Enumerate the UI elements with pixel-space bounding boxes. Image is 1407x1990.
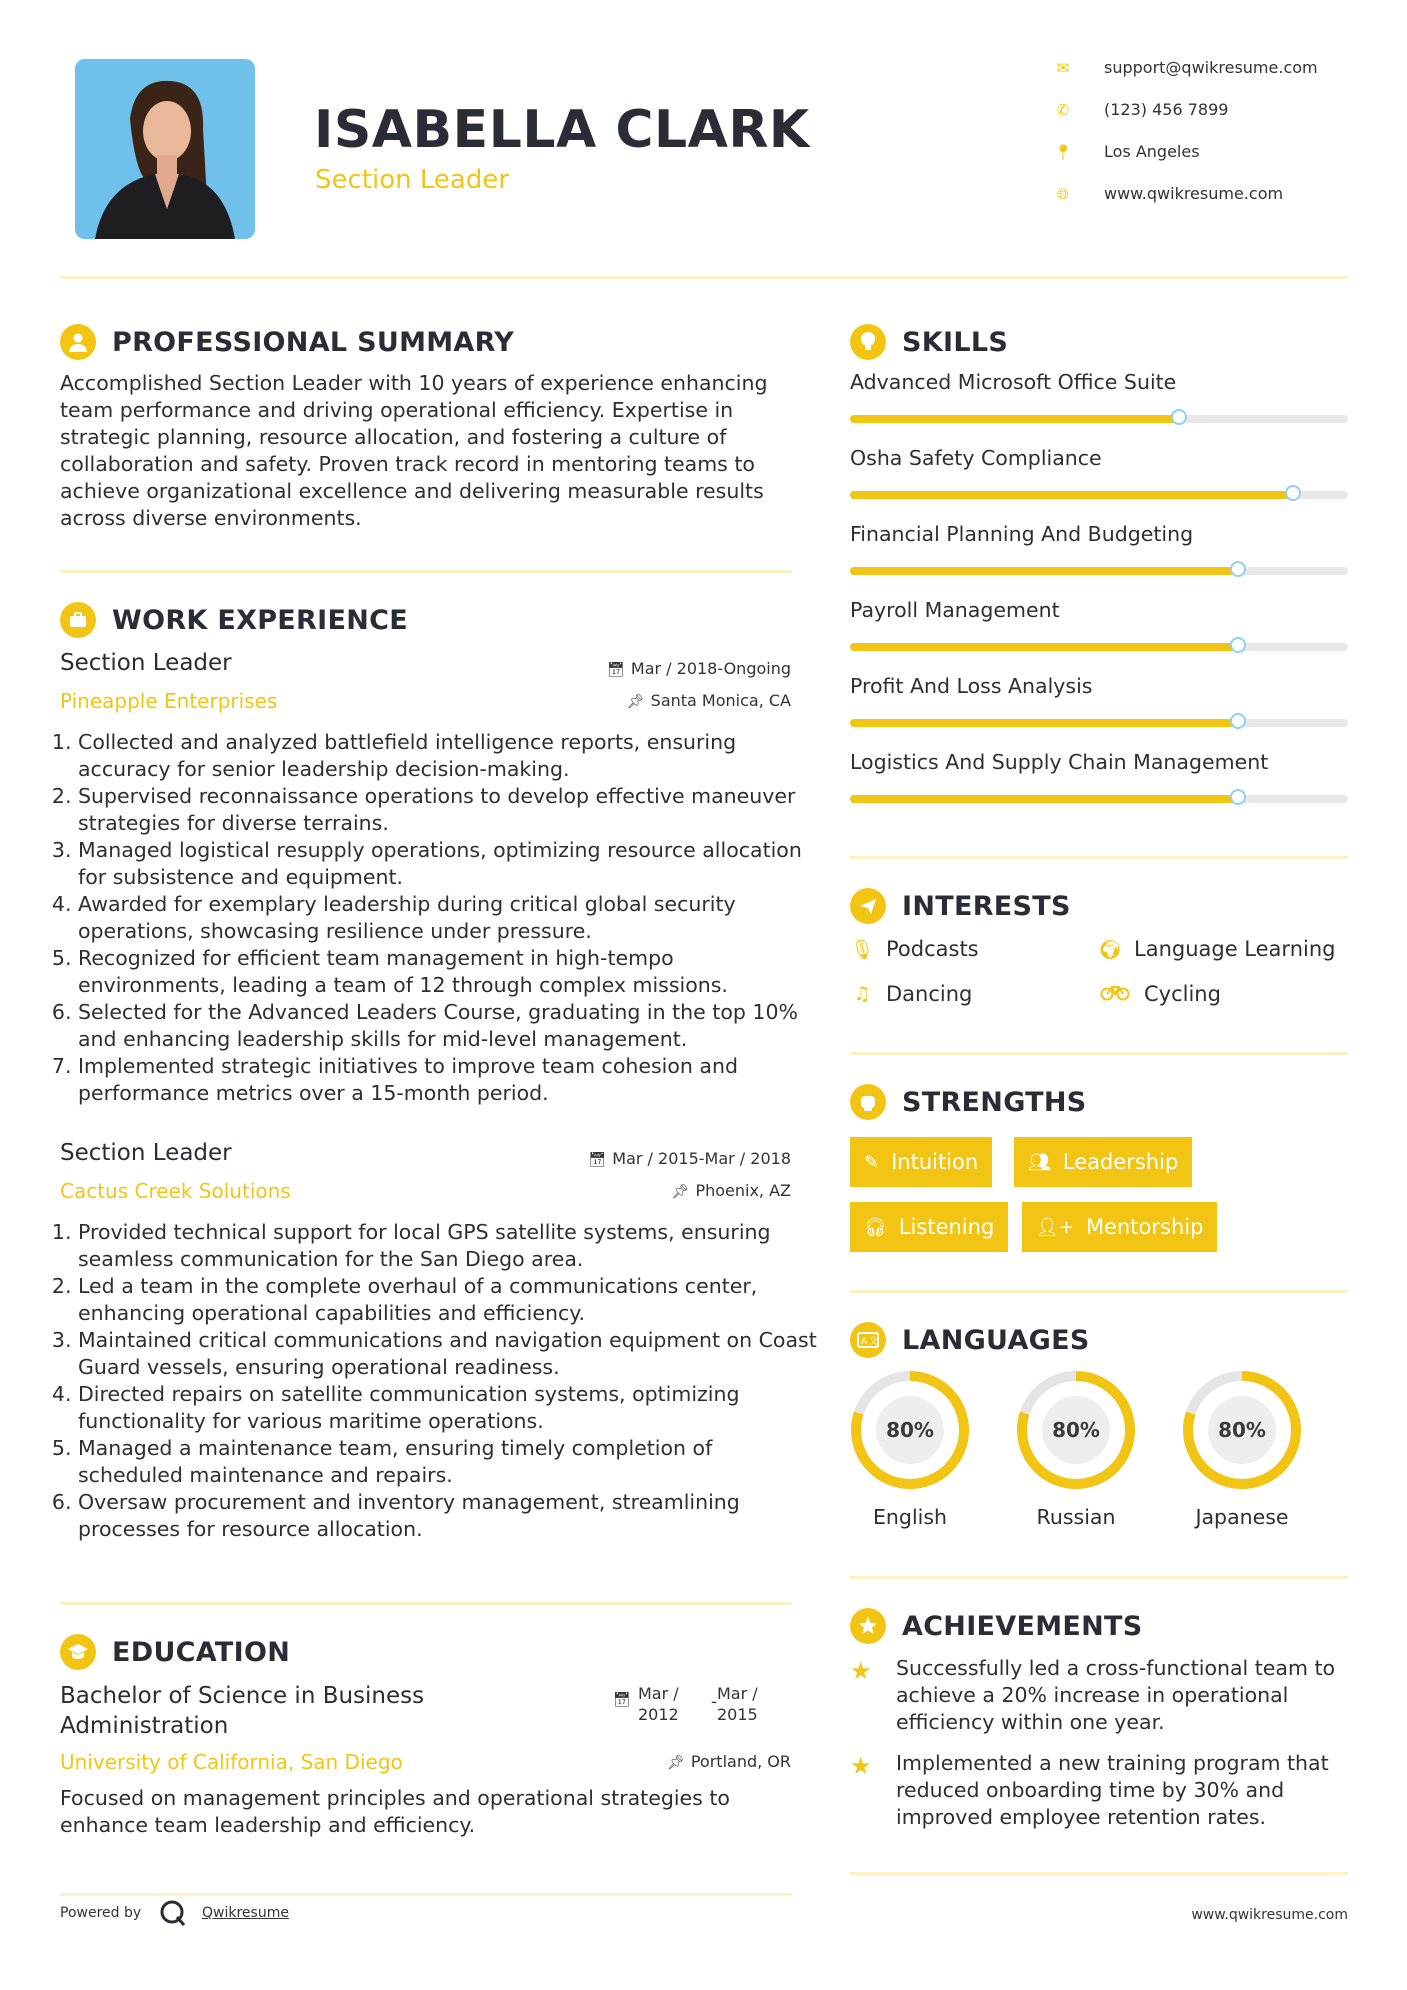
skill-name: Profit And Loss Analysis: [850, 674, 1093, 698]
language-japanese: [1181, 1369, 1303, 1495]
list-item: 2. Led a team in the complete overhaul of a communications center, enhancing operational capabilities and efficiency.: [78, 1273, 818, 1327]
strength-listening: 🎧︎ Listening: [850, 1202, 1008, 1252]
job-2-bullets: [60, 1219, 818, 1543]
list-item: 1. Collected and analyzed battlefield intelligence reports, ensuring accuracy for senior leadership decision-making.: [78, 729, 818, 783]
contact-phone[interactable]: [1052, 100, 1228, 119]
profile-photo: [75, 59, 255, 239]
svg-text:A: A: [861, 1337, 868, 1347]
skill-bar-fill: [850, 567, 1238, 575]
briefcase-icon: [60, 602, 96, 638]
footer-website[interactable]: www.qwikresume.com: [1191, 1907, 1348, 1923]
language-ring: [1015, 1369, 1137, 1491]
svg-text:文: 文: [869, 1337, 879, 1347]
bicycle-icon: [1098, 983, 1132, 1006]
education-school: University of California, San Diego: [60, 1750, 403, 1774]
contact-phone-text: (123) 456 7899: [1104, 100, 1229, 119]
language-card-icon: [850, 1322, 886, 1358]
job-1-bullets: [60, 729, 818, 1107]
list-item: 4. Directed repairs on satellite communication systems, optimizing functionality for various maritime operations.: [78, 1381, 818, 1435]
skill-bar: [850, 491, 1348, 499]
skill-bar: [850, 719, 1348, 727]
list-item: 7. Implemented strategic initiatives to improve team cohesion and performance metrics over a 15-month period.: [78, 1053, 818, 1107]
skill-name: Advanced Microsoft Office Suite: [850, 370, 1177, 394]
job-2-location: 📌︎ Phoenix, AZ: [671, 1181, 791, 1200]
languages-divider: [850, 1576, 1348, 1579]
skills-list: [850, 370, 1348, 826]
education-date-end: Mar / 2015: [717, 1684, 758, 1724]
interest-language-learning: 🌍︎ Language Learning: [1098, 937, 1336, 961]
skill-item: [850, 446, 1348, 522]
job-1-dates: 📅︎ Mar / 2018-Ongoing: [607, 659, 791, 678]
skill-name: Payroll Management: [850, 598, 1060, 622]
list-item: 5. Recognized for efficient team management in high-tempo environments, leading a team of 12 through complex missions.: [78, 945, 818, 999]
skill-bar-knob: [1285, 485, 1301, 501]
interest-dancing: ♫ Dancing: [850, 982, 972, 1006]
skill-bar-knob: [1230, 637, 1246, 653]
user-icon: [60, 324, 96, 360]
candidate-title: Section Leader: [315, 165, 510, 195]
list-item: 5. Managed a maintenance team, ensuring timely completion of scheduled maintenance and repairs.: [78, 1435, 818, 1489]
achievement-item: Successfully led a cross-functional team to achieve a 20% increase in operational efficiency within one year.: [896, 1656, 1336, 1734]
skill-bar-knob: [1230, 789, 1246, 805]
users-icon: 👥︎: [1028, 1151, 1051, 1173]
lightbulb-icon: [850, 324, 886, 360]
education-degree: Bachelor of Science in Business Administration: [60, 1683, 425, 1739]
skill-bar-fill: [850, 719, 1238, 727]
contact-website-text: www.qwikresume.com: [1104, 184, 1284, 203]
skill-item: [850, 598, 1348, 674]
contact-email-text: support@qwikresume.com: [1104, 58, 1318, 77]
phone-icon: ✆: [1056, 100, 1070, 119]
music-note-icon: ♫: [853, 983, 871, 1005]
pushpin-icon: 📌︎: [626, 694, 645, 710]
language-name: English: [872, 1505, 948, 1529]
skills-divider: [850, 856, 1348, 859]
achievements-divider: [850, 1872, 1348, 1875]
achievement-item: Implemented a new training program that reduced onboarding time by 30% and improved employee retention rates.: [896, 1751, 1329, 1829]
star-icon: ★: [850, 1657, 872, 1685]
language-name: Japanese: [1195, 1505, 1289, 1529]
pushpin-icon: 📌︎: [667, 1755, 685, 1771]
fist-icon: [850, 1084, 886, 1120]
list-item: 1. Provided technical support for local GPS satellite systems, ensuring seamless communication for the San Diego area.: [78, 1219, 818, 1273]
globe-icon: 🌍︎: [1098, 938, 1123, 961]
skill-name: Osha Safety Compliance: [850, 446, 1102, 470]
paper-plane-icon: [850, 888, 886, 924]
interests-heading: INTERESTS: [850, 888, 1071, 924]
candidate-name: ISABELLA CLARK: [314, 100, 810, 160]
footer-divider: [60, 1893, 792, 1896]
language-ring: [849, 1369, 971, 1491]
globe-icon: 🌐︎: [1056, 184, 1069, 203]
skill-bar-knob: [1230, 713, 1246, 729]
language-english: [849, 1369, 971, 1495]
interests-divider: [850, 1052, 1348, 1055]
education-date-start: Mar / 2012: [638, 1684, 679, 1724]
education-heading: EDUCATION: [60, 1634, 290, 1670]
job-2-dates: 📅︎ Mar / 2015-Mar / 2018: [588, 1149, 791, 1168]
skill-bar-knob: [1171, 409, 1187, 425]
skill-item: [850, 522, 1348, 598]
education-date-separator: -: [711, 1692, 717, 1711]
skill-bar-fill: [850, 415, 1179, 423]
contact-location: [1052, 142, 1200, 161]
star-badge-icon: [850, 1608, 886, 1644]
skill-bar: [850, 415, 1348, 423]
skill-name: Logistics And Supply Chain Management: [850, 750, 1269, 774]
language-name: Russian: [1036, 1505, 1116, 1529]
microphone-icon: 🎙︎: [850, 938, 875, 961]
language-percent: 80%: [1052, 1418, 1100, 1442]
headphones-icon: 🎧︎: [864, 1216, 887, 1238]
education-description: Focused on management principles and operational strategies to enhance team leadership and efficiency.: [60, 1786, 730, 1837]
contact-website[interactable]: [1052, 184, 1283, 203]
skill-bar: [850, 643, 1348, 651]
calendar-icon: 📅︎: [613, 1692, 631, 1708]
skill-bar: [850, 567, 1348, 575]
list-item: 6. Oversaw procurement and inventory management, streamlining processes for resource allocation.: [78, 1489, 818, 1543]
skills-heading: SKILLS: [850, 324, 1008, 360]
qwikresume-logo-icon: [158, 1898, 188, 1932]
graduation-cap-icon: [60, 1634, 96, 1670]
skill-bar-fill: [850, 643, 1238, 651]
list-item: 2. Supervised reconnaissance operations to develop effective maneuver strategies for diverse terrains.: [78, 783, 818, 837]
envelope-icon: ✉: [1056, 58, 1070, 77]
skill-item: [850, 674, 1348, 750]
list-item: 3. Managed logistical resupply operations, optimizing resource allocation for subsistence and equipment.: [78, 837, 818, 891]
powered-by-label: Powered by: [60, 1905, 142, 1921]
summary-divider: [60, 570, 792, 573]
list-item: 6. Selected for the Advanced Leaders Course, graduating in the top 10% and enhancing leadership skills for mid-level management.: [78, 999, 818, 1053]
education-location: 📌︎ Portland, OR: [667, 1752, 791, 1771]
job-1-title: Section Leader: [60, 650, 232, 676]
language-percent: 80%: [886, 1418, 934, 1442]
job-1-location: 📌︎ Santa Monica, CA: [626, 691, 791, 710]
job-2-company: Cactus Creek Solutions: [60, 1179, 291, 1203]
language-ring: [1181, 1369, 1303, 1491]
list-item: 3. Maintained critical communications and navigation equipment on Coast Guard vessels, ensuring operational readiness.: [78, 1327, 818, 1381]
strengths-heading: STRENGTHS: [850, 1084, 1087, 1120]
map-pin-icon: 📍︎: [1053, 142, 1073, 161]
skill-item: [850, 750, 1348, 826]
star-icon: ★: [850, 1752, 872, 1780]
summary-heading: PROFESSIONAL SUMMARY: [60, 324, 514, 360]
header-divider: [60, 276, 1348, 279]
qwikresume-link[interactable]: Qwikresume: [202, 1905, 289, 1921]
experience-divider: [60, 1602, 792, 1605]
achievements-heading: ACHIEVEMENTS: [850, 1608, 1143, 1644]
strength-mentorship: 👤︎+ Mentorship: [1022, 1202, 1217, 1252]
interest-cycling: Cycling: [1098, 982, 1221, 1006]
summary-text: Accomplished Section Leader with 10 years of experience enhancing team performance and driving operational efficiency. Expertise in strategic planning, resource allocation, and fostering a culture of collaboration and safety. Proven track record in mentoring teams to achieve organizational excellence and delivering measurable results across diverse environments.: [60, 371, 768, 530]
language-percent: 80%: [1218, 1418, 1266, 1442]
strength-intuition: ✎ Intuition: [850, 1137, 992, 1187]
list-item: 4. Awarded for exemplary leadership during critical global security operations, showcasing resilience under pressure.: [78, 891, 818, 945]
interest-podcasts: 🎙︎ Podcasts: [850, 937, 979, 961]
user-plus-icon: 👤︎+: [1036, 1216, 1074, 1238]
experience-heading: WORK EXPERIENCE: [60, 602, 408, 638]
job-2-title: Section Leader: [60, 1140, 232, 1166]
job-1-company: Pineapple Enterprises: [60, 689, 278, 713]
contact-email[interactable]: [1052, 58, 1318, 77]
skill-bar: [850, 795, 1348, 803]
skill-item: [850, 370, 1348, 446]
skill-bar-knob: [1230, 561, 1246, 577]
calendar-icon: 📅︎: [588, 1152, 607, 1168]
strengths-divider: [850, 1290, 1348, 1293]
magic-wand-icon: ✎: [864, 1151, 880, 1173]
languages-heading: A 文 LANGUAGES: [850, 1322, 1090, 1358]
skill-name: Financial Planning And Budgeting: [850, 522, 1194, 546]
skill-bar-fill: [850, 491, 1293, 499]
pushpin-icon: 📌︎: [671, 1184, 690, 1200]
skill-bar-fill: [850, 795, 1238, 803]
contact-location-text: Los Angeles: [1104, 142, 1200, 161]
calendar-icon: 📅︎: [607, 662, 625, 678]
language-russian: [1015, 1369, 1137, 1495]
strength-leadership: 👥︎ Leadership: [1014, 1137, 1192, 1187]
